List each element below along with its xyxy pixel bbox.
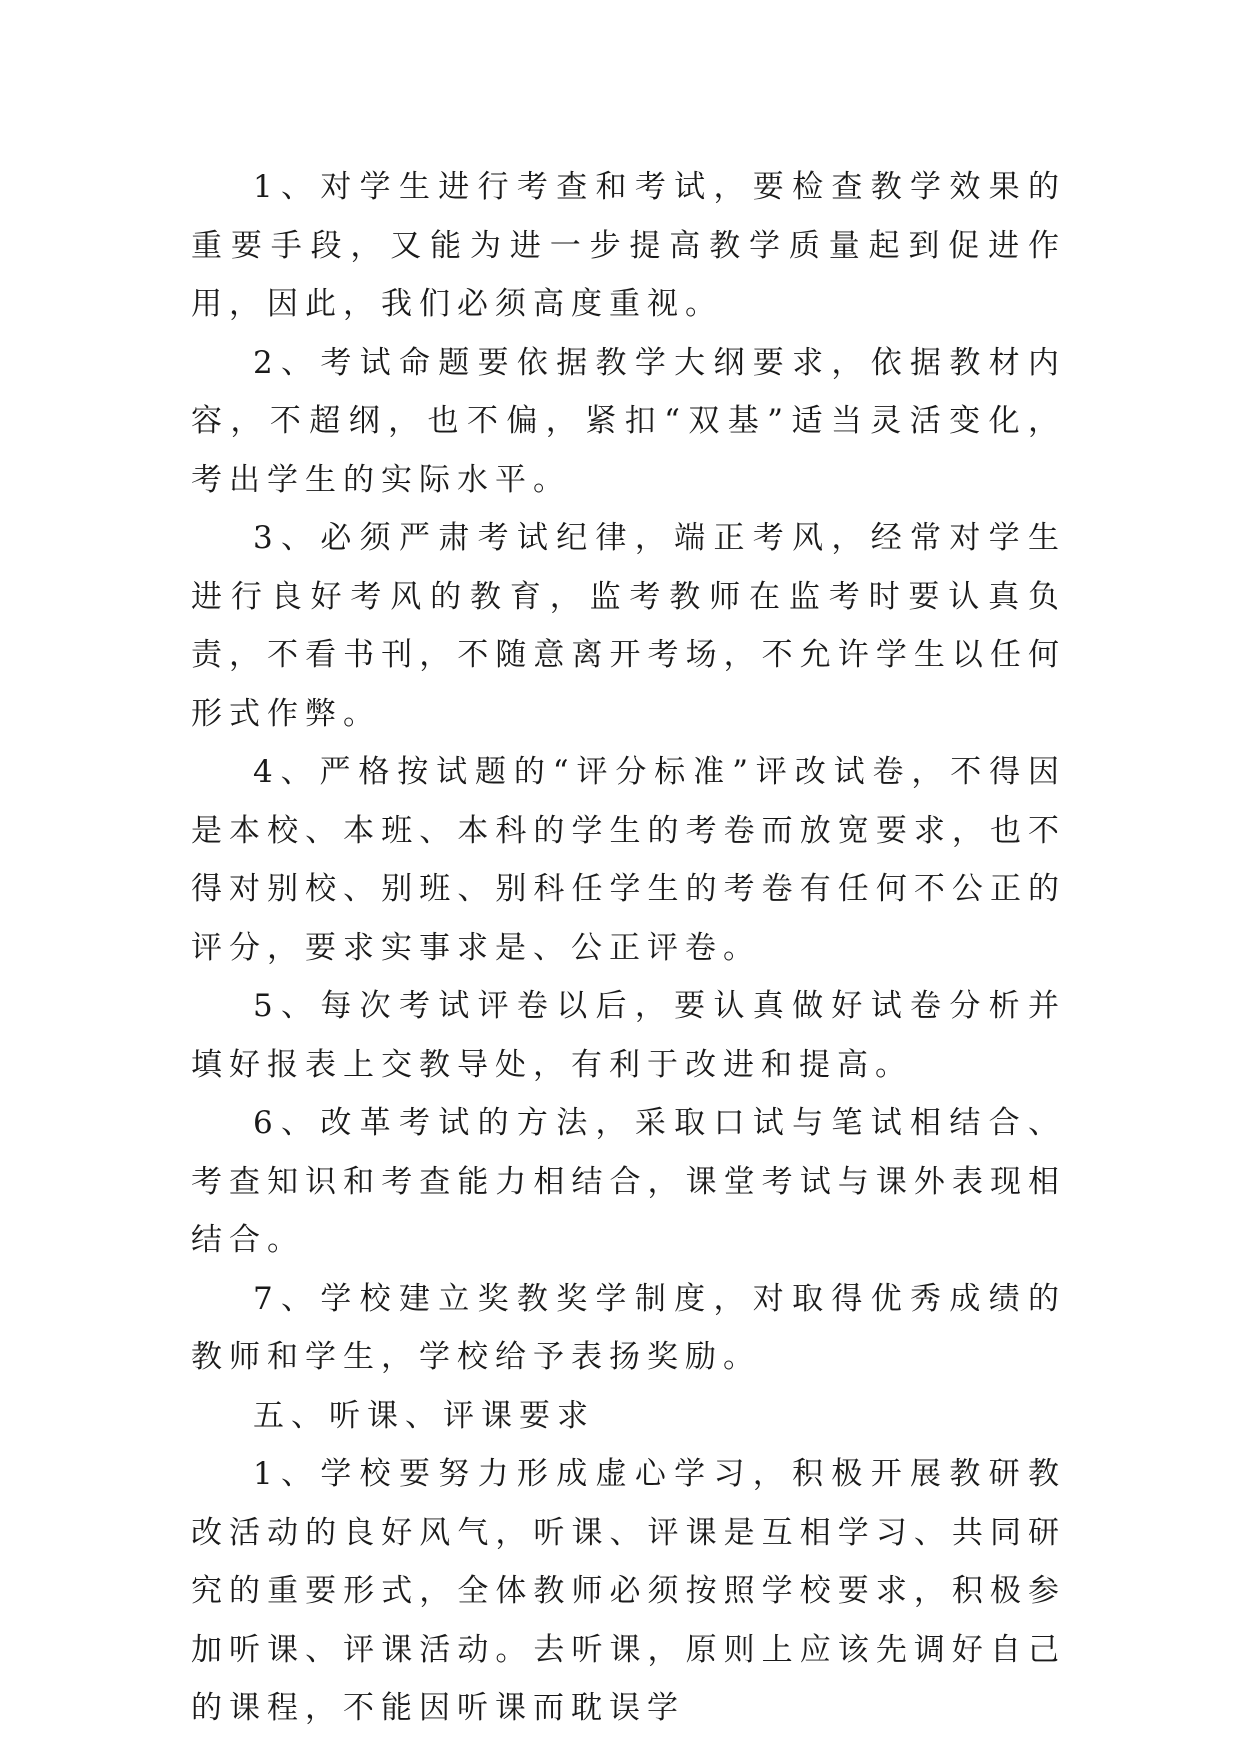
- section-heading-lesson-observation: 五、听课、评课要求: [253, 1397, 595, 1434]
- paragraph-exam-discipline: 3、必须严肃考试纪律，端正考风，经常对学生进行良好考风的教育，监考教师在监考时要认真负责，不看书刊，不随意离开考场，不允许学生以任何形式作弊。: [191, 520, 1066, 732]
- paragraph-grading-standard: 4、严格按试题的“评分标准”评改试卷，不得因是本校、本班、本科的学生的考卷而放宽要求，也不得对别校、别班、别科任学生的考卷有任何不公正的评分，要求实事求是、公正评卷。: [191, 754, 1066, 966]
- paragraph-exam-reform: 6、改革考试的方法，采取口试与笔试相结合、考查知识和考查能力相结合，课堂考试与课外表现相结合。: [191, 1105, 1066, 1258]
- paragraph-lesson-observation: 1、学校要努力形成虚心学习，积极开展教研教改活动的良好风气，听课、评课是互相学习、共同研究的重要形式，全体教师必须按照学校要求，积极参加听课、评课活动。去听课，原则上应该先调好自己的课程，不能因听课而耽误学: [191, 1456, 1066, 1726]
- paragraph-exam-importance: 1、对学生进行考查和考试，要检查教学效果的重要手段，又能为进一步提高教学质量起到促进作用，因此，我们必须高度重视。: [191, 169, 1066, 322]
- document-body: [191, 158, 1066, 1738]
- paragraph-rewards: 7、学校建立奖教奖学制度，对取得优秀成绩的教师和学生，学校给予表扬奖励。: [191, 1280, 1066, 1375]
- paragraph-exam-analysis: 5、每次考试评卷以后，要认真做好试卷分析并填好报表上交教导处，有利于改进和提高。: [191, 988, 1066, 1083]
- paragraph-exam-questions: 2、考试命题要依据教学大纲要求，依据教材内容，不超纲，也不偏，紧扣“双基”适当灵活变化，考出学生的实际水平。: [191, 344, 1066, 498]
